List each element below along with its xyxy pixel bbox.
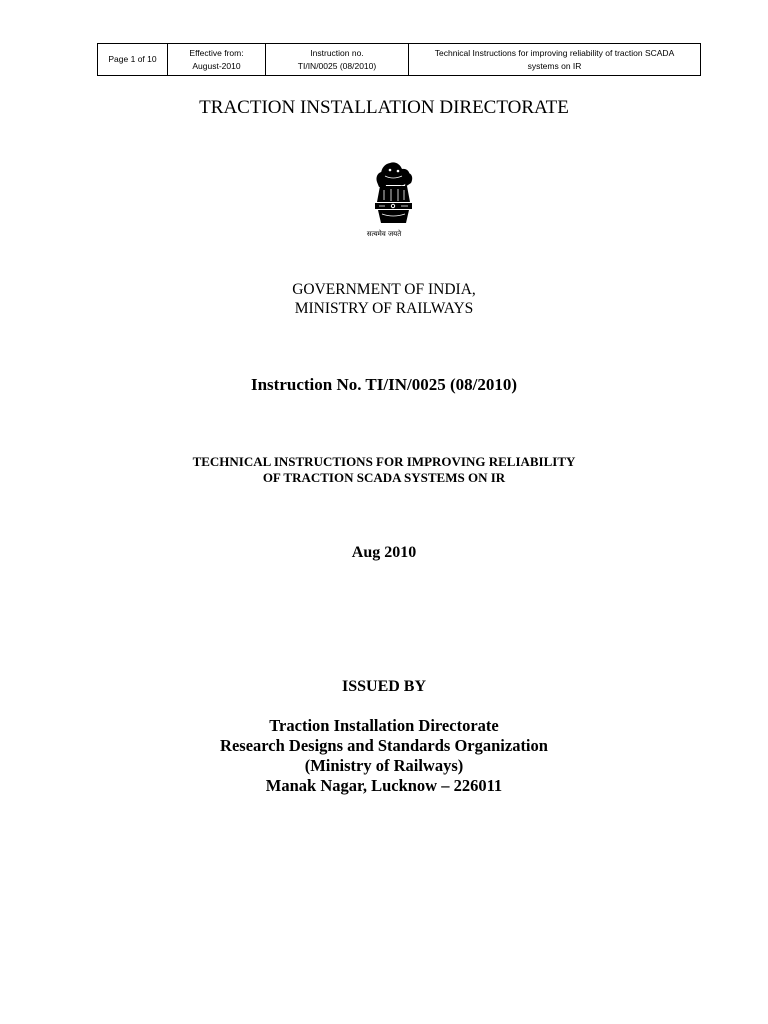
effective-label: Effective from:: [189, 47, 244, 58]
subject-title-line-2: OF TRACTION SCADA SYSTEMS ON IR: [262, 470, 506, 485]
instruction-number-cell: [266, 44, 409, 76]
instruction-label: Instruction no.: [310, 47, 364, 58]
effective-date-cell: [168, 44, 266, 76]
issuer-organization: Research Designs and Standards Organization: [220, 736, 548, 755]
government-line-2: MINISTRY OF RAILWAYS: [294, 300, 474, 317]
page-number: Page 1 of 10: [108, 54, 157, 64]
effective-value: August-2010: [192, 60, 241, 71]
issuer-ministry: (Ministry of Railways): [304, 756, 464, 775]
subject-line-1: Technical Instructions for improving reliability of traction SCADA: [434, 47, 675, 58]
subject-title-line-1: TECHNICAL INSTRUCTIONS FOR IMPROVING RELIABILITY: [192, 454, 576, 469]
issued-by-heading: ISSUED BY: [341, 678, 427, 695]
government-line-1: GOVERNMENT OF INDIA,: [292, 281, 476, 298]
issue-date: Aug 2010: [351, 544, 417, 561]
subject-line-2: systems on IR: [527, 60, 582, 71]
directorate-title: TRACTION INSTALLATION DIRECTORATE: [199, 97, 569, 118]
document-header-table: [97, 43, 701, 76]
page-number-cell: [98, 44, 168, 76]
instruction-number: Instruction No. TI/IN/0025 (08/2010): [250, 375, 518, 394]
instruction-value: TI/IN/0025 (08/2010): [297, 60, 377, 71]
emblem-motto: सत्यमेव जयते: [366, 230, 402, 238]
issuer-address: Manak Nagar, Lucknow – 226011: [265, 776, 503, 795]
subject-cell: [409, 44, 701, 76]
issuer-directorate: Traction Installation Directorate: [269, 716, 499, 735]
